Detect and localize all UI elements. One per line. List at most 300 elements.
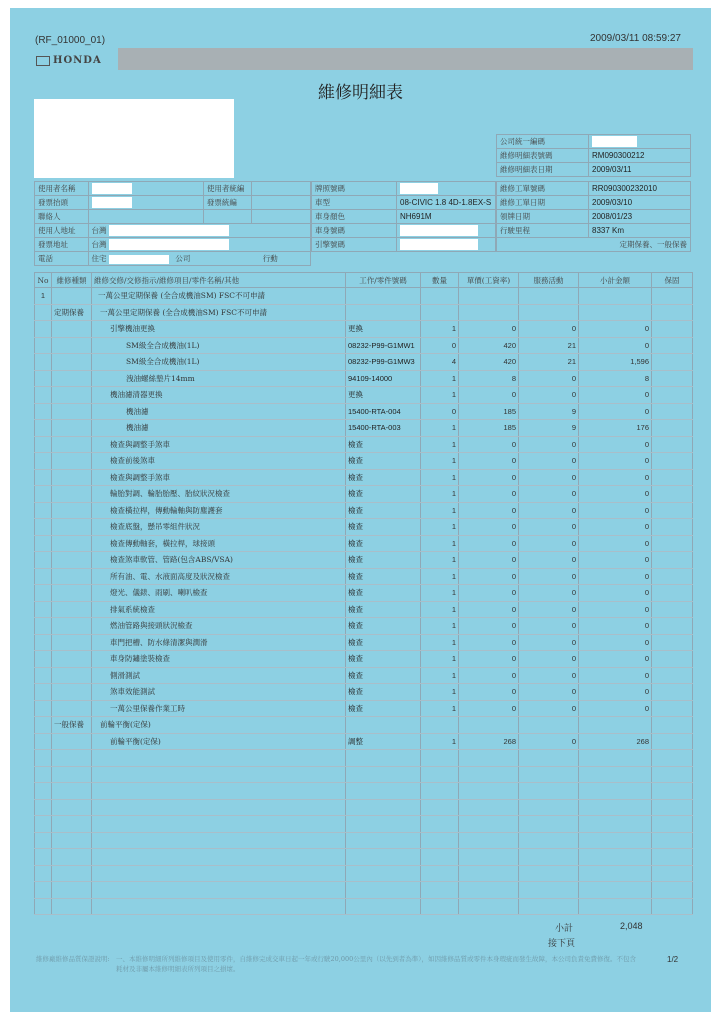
empty-row bbox=[35, 816, 693, 833]
info-label: 公司統一編碼 bbox=[497, 135, 589, 149]
cell-code: 檢查 bbox=[346, 651, 421, 668]
empty-cell bbox=[459, 898, 519, 915]
empty-cell bbox=[519, 799, 579, 816]
empty-row bbox=[35, 865, 693, 882]
empty-cell bbox=[35, 750, 52, 767]
info-label: 車型 bbox=[312, 196, 397, 210]
info-row bbox=[497, 135, 691, 149]
info-label: 車身號碼 bbox=[312, 224, 397, 238]
empty-cell bbox=[52, 882, 92, 899]
cell-amount: 0 bbox=[579, 321, 652, 338]
redaction bbox=[109, 239, 229, 250]
cell-kind bbox=[52, 601, 92, 618]
empty-cell bbox=[346, 766, 421, 783]
info-value bbox=[397, 224, 496, 238]
info-row bbox=[35, 252, 311, 266]
cell-code: 08232-P99-G1MW3 bbox=[346, 354, 421, 371]
table-row bbox=[35, 700, 693, 717]
empty-cell bbox=[346, 882, 421, 899]
empty-cell bbox=[459, 799, 519, 816]
empty-cell bbox=[459, 750, 519, 767]
empty-cell bbox=[92, 882, 346, 899]
empty-cell bbox=[92, 799, 346, 816]
info-row bbox=[312, 224, 496, 238]
cell-no: 1 bbox=[35, 288, 52, 305]
column-header: 數量 bbox=[421, 273, 459, 288]
info-row bbox=[312, 196, 496, 210]
empty-cell bbox=[652, 766, 693, 783]
cell-service: 9 bbox=[519, 403, 579, 420]
cell-kind bbox=[52, 618, 92, 635]
empty-cell bbox=[92, 898, 346, 915]
honda-logo bbox=[36, 55, 116, 69]
info-row bbox=[35, 182, 311, 196]
cell-item: 側滑測試 bbox=[92, 667, 346, 684]
cell-item: 一萬公里定期保養 (全合成機油SM) FSC不可申請 bbox=[92, 304, 346, 321]
cell-price: 0 bbox=[459, 651, 519, 668]
cell-kind bbox=[52, 502, 92, 519]
cell-amount: 0 bbox=[579, 601, 652, 618]
cell-no bbox=[35, 634, 52, 651]
cell-amount: 0 bbox=[579, 535, 652, 552]
cell-service: 0 bbox=[519, 568, 579, 585]
cell-item: 檢查前後煞車 bbox=[92, 453, 346, 470]
empty-cell bbox=[346, 816, 421, 833]
cell-qty: 1 bbox=[421, 651, 459, 668]
empty-cell bbox=[421, 750, 459, 767]
cell-no bbox=[35, 453, 52, 470]
cell-service: 0 bbox=[519, 700, 579, 717]
next-page-label: 接下頁 bbox=[548, 939, 576, 949]
redaction bbox=[109, 255, 169, 264]
phone-values bbox=[88, 252, 310, 266]
cell-amount bbox=[579, 288, 652, 305]
info-row bbox=[312, 182, 496, 196]
info-label: 發票統編 bbox=[203, 196, 251, 210]
empty-cell bbox=[579, 799, 652, 816]
empty-cell bbox=[346, 750, 421, 767]
cell-kind bbox=[52, 519, 92, 536]
page-number: 1/2 bbox=[667, 955, 679, 964]
info-value: 08-CIVIC 1.8 4D-1.8EX-S bbox=[397, 196, 496, 210]
cell-item: SM級全合成機油(1L) bbox=[92, 337, 346, 354]
info-label: 行駛里程 bbox=[497, 224, 589, 238]
cell-kind bbox=[52, 387, 92, 404]
cell-warranty bbox=[652, 568, 693, 585]
cell-warranty bbox=[652, 403, 693, 420]
info-row bbox=[497, 210, 691, 224]
empty-row bbox=[35, 898, 693, 915]
subtotal-label: 小計 bbox=[555, 924, 574, 934]
cell-item: 檢查橫拉桿，傳動輪軸與防塵護套 bbox=[92, 502, 346, 519]
cell-amount: 0 bbox=[579, 403, 652, 420]
empty-cell bbox=[346, 783, 421, 800]
table-row bbox=[35, 321, 693, 338]
cell-price: 0 bbox=[459, 469, 519, 486]
cell-kind bbox=[52, 684, 92, 701]
empty-cell bbox=[52, 832, 92, 849]
empty-cell bbox=[579, 865, 652, 882]
table-row bbox=[35, 601, 693, 618]
cell-no bbox=[35, 403, 52, 420]
cell-price: 0 bbox=[459, 519, 519, 536]
empty-row bbox=[35, 849, 693, 866]
cell-service: 9 bbox=[519, 420, 579, 437]
info-label: 車身顏色 bbox=[312, 210, 397, 224]
cell-item: 機油濾 bbox=[92, 420, 346, 437]
info-value bbox=[252, 210, 311, 224]
cell-qty: 1 bbox=[421, 667, 459, 684]
cell-price: 0 bbox=[459, 552, 519, 569]
cell-code: 94109-14000 bbox=[346, 370, 421, 387]
empty-row bbox=[35, 766, 693, 783]
column-header: 服務活動 bbox=[519, 273, 579, 288]
info-label: 發票抬頭 bbox=[35, 196, 89, 210]
cell-service: 0 bbox=[519, 535, 579, 552]
cell-no bbox=[35, 436, 52, 453]
empty-cell bbox=[579, 849, 652, 866]
empty-cell bbox=[579, 898, 652, 915]
empty-cell bbox=[346, 799, 421, 816]
cell-price: 0 bbox=[459, 601, 519, 618]
cell-item: 燃油管路與接頭狀況檢查 bbox=[92, 618, 346, 635]
redaction bbox=[400, 239, 478, 250]
cell-amount bbox=[579, 304, 652, 321]
cell-service bbox=[519, 288, 579, 305]
phone-office-label: 公司 bbox=[175, 254, 191, 263]
empty-cell bbox=[459, 766, 519, 783]
cell-item: SM級全合成機油(1L) bbox=[92, 354, 346, 371]
cell-kind bbox=[52, 568, 92, 585]
empty-cell bbox=[35, 816, 52, 833]
empty-cell bbox=[35, 865, 52, 882]
cell-service: 0 bbox=[519, 618, 579, 635]
cell-amount: 0 bbox=[579, 585, 652, 602]
empty-cell bbox=[652, 799, 693, 816]
empty-cell bbox=[421, 832, 459, 849]
cell-warranty bbox=[652, 387, 693, 404]
cell-no bbox=[35, 618, 52, 635]
info-label: 維修明細表日期 bbox=[497, 163, 589, 177]
table-row bbox=[35, 436, 693, 453]
empty-cell bbox=[92, 750, 346, 767]
empty-cell bbox=[35, 832, 52, 849]
column-header: 保固 bbox=[652, 273, 693, 288]
cell-service bbox=[519, 304, 579, 321]
empty-cell bbox=[459, 882, 519, 899]
table-row bbox=[35, 733, 693, 750]
cell-service: 0 bbox=[519, 684, 579, 701]
cell-qty: 1 bbox=[421, 568, 459, 585]
table-row bbox=[35, 651, 693, 668]
empty-row bbox=[35, 832, 693, 849]
cell-no bbox=[35, 733, 52, 750]
cell-amount: 0 bbox=[579, 568, 652, 585]
redaction bbox=[92, 183, 132, 194]
info-value bbox=[88, 238, 310, 252]
empty-cell bbox=[35, 898, 52, 915]
cell-service: 21 bbox=[519, 354, 579, 371]
info-value bbox=[88, 210, 203, 224]
cell-item: 一萬公里保養作業工時 bbox=[92, 700, 346, 717]
cell-amount: 0 bbox=[579, 618, 652, 635]
empty-cell bbox=[459, 849, 519, 866]
cell-no bbox=[35, 568, 52, 585]
cell-amount: 8 bbox=[579, 370, 652, 387]
honda-wing-icon bbox=[36, 56, 50, 66]
table-row bbox=[35, 486, 693, 503]
subtotal-value: 2,048 bbox=[620, 921, 643, 931]
cell-code: 08232-P99-G1MW1 bbox=[346, 337, 421, 354]
cell-no bbox=[35, 585, 52, 602]
empty-cell bbox=[519, 849, 579, 866]
empty-cell bbox=[519, 783, 579, 800]
order-info-table bbox=[496, 134, 691, 177]
cell-amount: 0 bbox=[579, 453, 652, 470]
info-value bbox=[397, 182, 496, 196]
cell-warranty bbox=[652, 337, 693, 354]
cell-item: 車門把槽、防水條清潔與潤滑 bbox=[92, 634, 346, 651]
cell-service: 0 bbox=[519, 601, 579, 618]
empty-cell bbox=[421, 816, 459, 833]
cell-amount: 0 bbox=[579, 502, 652, 519]
empty-cell bbox=[52, 783, 92, 800]
cell-code: 15400-RTA-003 bbox=[346, 420, 421, 437]
country: 台灣 bbox=[91, 239, 107, 249]
empty-cell bbox=[52, 816, 92, 833]
empty-cell bbox=[35, 849, 52, 866]
info-label: 電話 bbox=[35, 252, 89, 266]
info-label: 領牌日期 bbox=[497, 210, 589, 224]
info-label: 使用人地址 bbox=[35, 224, 89, 238]
cell-warranty bbox=[652, 667, 693, 684]
cell-warranty bbox=[652, 634, 693, 651]
info-row bbox=[497, 224, 691, 238]
cell-no bbox=[35, 717, 52, 734]
cell-code: 15400-RTA-004 bbox=[346, 403, 421, 420]
info-value bbox=[252, 182, 311, 196]
empty-cell bbox=[92, 766, 346, 783]
cell-code: 檢查 bbox=[346, 453, 421, 470]
table-row bbox=[35, 667, 693, 684]
cell-price: 0 bbox=[459, 684, 519, 701]
cell-qty: 1 bbox=[421, 453, 459, 470]
document-page bbox=[10, 8, 711, 1012]
info-row bbox=[35, 196, 311, 210]
logo-text: HONDA bbox=[53, 55, 102, 66]
table-row bbox=[35, 469, 693, 486]
cell-no bbox=[35, 684, 52, 701]
cell-item: 洩油螺絲墊片14mm bbox=[92, 370, 346, 387]
cell-service: 0 bbox=[519, 552, 579, 569]
page-title: 維修明細表 bbox=[318, 83, 403, 103]
cell-no bbox=[35, 502, 52, 519]
table-row bbox=[35, 403, 693, 420]
info-label: 發票地址 bbox=[35, 238, 89, 252]
empty-cell bbox=[579, 766, 652, 783]
table-row bbox=[35, 354, 693, 371]
cell-code: 檢查 bbox=[346, 634, 421, 651]
cell-kind bbox=[52, 337, 92, 354]
empty-cell bbox=[421, 898, 459, 915]
cell-no bbox=[35, 321, 52, 338]
cell-warranty bbox=[652, 354, 693, 371]
cell-price: 8 bbox=[459, 370, 519, 387]
info-row bbox=[35, 224, 311, 238]
cell-amount: 0 bbox=[579, 667, 652, 684]
cell-price: 268 bbox=[459, 733, 519, 750]
cell-kind: 定期保養 bbox=[52, 304, 92, 321]
cell-qty: 1 bbox=[421, 618, 459, 635]
cell-code: 檢查 bbox=[346, 684, 421, 701]
info-value bbox=[397, 238, 496, 252]
redaction bbox=[400, 183, 438, 194]
cell-qty: 1 bbox=[421, 420, 459, 437]
empty-cell bbox=[92, 849, 346, 866]
cell-no bbox=[35, 354, 52, 371]
cell-amount bbox=[579, 717, 652, 734]
cell-qty: 0 bbox=[421, 337, 459, 354]
empty-cell bbox=[92, 865, 346, 882]
table-row bbox=[35, 535, 693, 552]
cell-qty: 1 bbox=[421, 370, 459, 387]
cell-no bbox=[35, 535, 52, 552]
cell-qty: 1 bbox=[421, 634, 459, 651]
cell-qty: 1 bbox=[421, 321, 459, 338]
cell-kind bbox=[52, 420, 92, 437]
cell-warranty bbox=[652, 436, 693, 453]
cell-kind bbox=[52, 552, 92, 569]
cell-no bbox=[35, 651, 52, 668]
info-row bbox=[497, 182, 691, 196]
cell-warranty bbox=[652, 420, 693, 437]
vehicle-info-table bbox=[311, 181, 496, 252]
cell-warranty bbox=[652, 684, 693, 701]
cell-amount: 0 bbox=[579, 436, 652, 453]
cell-qty: 1 bbox=[421, 469, 459, 486]
cell-code: 檢查 bbox=[346, 436, 421, 453]
cell-warranty bbox=[652, 717, 693, 734]
cell-item: 檢查與調整手煞車 bbox=[92, 469, 346, 486]
cell-item: 排氣系統檢查 bbox=[92, 601, 346, 618]
cell-item: 檢查煞車軟管、管路(包含ABS/VSA) bbox=[92, 552, 346, 569]
cell-price: 0 bbox=[459, 436, 519, 453]
cell-amount: 176 bbox=[579, 420, 652, 437]
empty-cell bbox=[92, 783, 346, 800]
cell-item: 一萬公里定期保養 (全合成機油SM) FSC不可申請 bbox=[92, 288, 346, 305]
empty-cell bbox=[346, 832, 421, 849]
cell-kind bbox=[52, 403, 92, 420]
cell-qty: 4 bbox=[421, 354, 459, 371]
empty-cell bbox=[52, 766, 92, 783]
cell-warranty bbox=[652, 288, 693, 305]
cell-amount: 0 bbox=[579, 469, 652, 486]
cell-price: 0 bbox=[459, 486, 519, 503]
cell-item: 所有油、電、水液面高度及狀況檢查 bbox=[92, 568, 346, 585]
info-row bbox=[35, 238, 311, 252]
cell-price: 0 bbox=[459, 585, 519, 602]
cell-item: 輪胎對調、輪胎胎壓、胎紋狀況檢查 bbox=[92, 486, 346, 503]
info-value: RM090300212 bbox=[589, 149, 691, 163]
empty-cell bbox=[519, 766, 579, 783]
cell-price: 0 bbox=[459, 387, 519, 404]
cell-qty: 1 bbox=[421, 733, 459, 750]
cell-code: 調整 bbox=[346, 733, 421, 750]
empty-cell bbox=[459, 783, 519, 800]
empty-cell bbox=[579, 832, 652, 849]
cell-service: 0 bbox=[519, 733, 579, 750]
redaction bbox=[592, 136, 637, 147]
empty-cell bbox=[421, 799, 459, 816]
form-code: (RF_01000_01) bbox=[35, 35, 106, 46]
info-row bbox=[497, 238, 691, 252]
table-row bbox=[35, 684, 693, 701]
info-row bbox=[497, 196, 691, 210]
cell-service: 0 bbox=[519, 585, 579, 602]
cell-kind bbox=[52, 535, 92, 552]
country: 台灣 bbox=[91, 225, 107, 235]
cell-price: 0 bbox=[459, 568, 519, 585]
cell-price: 185 bbox=[459, 420, 519, 437]
cell-item: 機油濾清器更換 bbox=[92, 387, 346, 404]
cell-warranty bbox=[652, 486, 693, 503]
cell-kind bbox=[52, 733, 92, 750]
cell-no bbox=[35, 387, 52, 404]
cell-amount: 0 bbox=[579, 486, 652, 503]
cell-service: 0 bbox=[519, 370, 579, 387]
cell-amount: 1,596 bbox=[579, 354, 652, 371]
cell-no bbox=[35, 469, 52, 486]
info-label: 維修明細表號碼 bbox=[497, 149, 589, 163]
cell-amount: 0 bbox=[579, 387, 652, 404]
redaction bbox=[400, 225, 478, 236]
cell-qty: 1 bbox=[421, 585, 459, 602]
table-header-row bbox=[35, 273, 693, 288]
empty-cell bbox=[579, 816, 652, 833]
info-label bbox=[203, 210, 251, 224]
cell-qty: 1 bbox=[421, 502, 459, 519]
redacted-dealer-box bbox=[34, 99, 234, 178]
cell-qty: 1 bbox=[421, 519, 459, 536]
table-row bbox=[35, 634, 693, 651]
phone-home-label: 住宅 bbox=[91, 254, 107, 263]
cell-warranty bbox=[652, 453, 693, 470]
cell-kind bbox=[52, 634, 92, 651]
cell-price bbox=[459, 288, 519, 305]
cell-no bbox=[35, 337, 52, 354]
cell-qty bbox=[421, 717, 459, 734]
cell-amount: 0 bbox=[579, 700, 652, 717]
cell-service: 0 bbox=[519, 436, 579, 453]
info-label: 牌照號碼 bbox=[312, 182, 397, 196]
empty-cell bbox=[52, 865, 92, 882]
cell-warranty bbox=[652, 618, 693, 635]
table-row bbox=[35, 453, 693, 470]
cell-no bbox=[35, 667, 52, 684]
cell-service: 0 bbox=[519, 667, 579, 684]
empty-cell bbox=[35, 783, 52, 800]
info-label: 維修工單號碼 bbox=[497, 182, 589, 196]
empty-cell bbox=[519, 750, 579, 767]
empty-row bbox=[35, 799, 693, 816]
empty-cell bbox=[459, 832, 519, 849]
cell-qty: 1 bbox=[421, 601, 459, 618]
empty-cell bbox=[459, 816, 519, 833]
empty-cell bbox=[92, 816, 346, 833]
info-value: 8337 Km bbox=[589, 224, 691, 238]
cell-item: 引擎機油更換 bbox=[92, 321, 346, 338]
redaction bbox=[92, 197, 132, 208]
